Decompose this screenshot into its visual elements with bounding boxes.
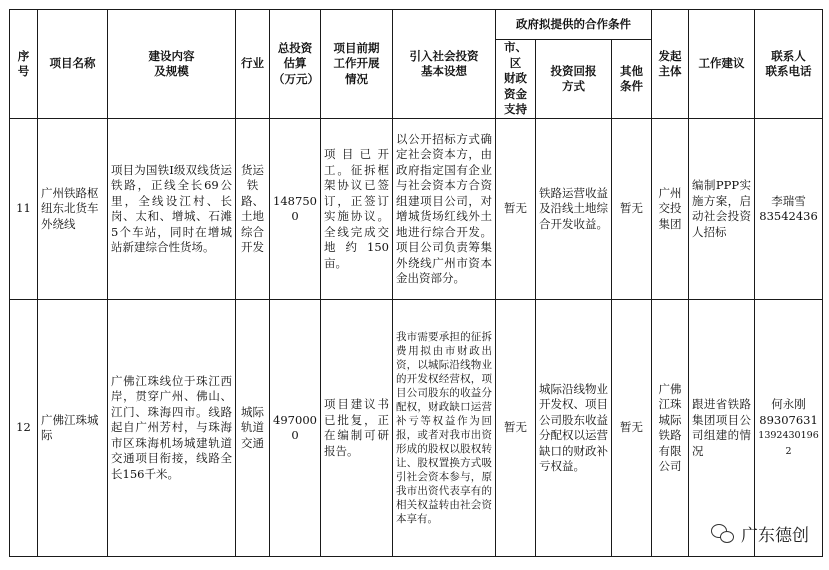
cell-other-conditions: 暂无 (612, 119, 652, 300)
header-sponsor: 发起 主体 (652, 10, 689, 119)
cell-seq: 12 (10, 300, 38, 557)
cell-investment: 1487500 (270, 119, 321, 300)
table-row (10, 300, 823, 557)
header-content: 建设内容 及规模 (108, 10, 236, 119)
cell-sponsor: 广州交投集团 (652, 119, 689, 300)
cell-industry: 货运铁路、土地综合开发 (236, 119, 270, 300)
table-row (10, 119, 823, 300)
project-table (9, 9, 823, 557)
cell-name: 广佛江珠城际 (38, 300, 108, 557)
cell-gov-fund: 暂无 (496, 119, 536, 300)
cell-sponsor: 广佛江珠城际铁路有限公司 (652, 300, 689, 557)
cell-work-advice: 跟进省铁路集团项目公司组建的情况 (689, 300, 755, 557)
header-name: 项目名称 (38, 10, 108, 119)
cell-industry: 城际轨道交通 (236, 300, 270, 557)
contact-phone: 89307631 (759, 412, 818, 427)
header-industry: 行业 (236, 10, 270, 119)
header-work-advice: 工作建议 (689, 10, 755, 119)
header-gov-fund: 市、区 财政 资金 支持 (496, 40, 536, 119)
header-seq: 序号 (10, 10, 38, 119)
cell-capital-plan: 我市需要承担的征拆费用拟由市财政出资，以城际沿线物业的开发权经营权，项目公司股东的收益分配权，财政缺口运营补亏等权益作为回报，或者对我市出资形成的股权以股权转让、股权置换方式吸引社会资本参与，原我市出资代表享有的相关权益转由社会资本享有。 (393, 300, 496, 557)
wechat-icon (711, 524, 735, 544)
cell-content: 项目为国铁Ⅰ级双线货运铁路，正线全长69公里，全线设江村、长岗、太和、增城、石滩5个车站，同时在增城站新建综合性货场。 (108, 119, 236, 300)
header-gov-conditions: 政府拟提供的合作条件 (496, 10, 652, 40)
header-return-mode: 投资回报 方式 (536, 40, 612, 119)
cell-content: 广佛江珠线位于珠江西岸，贯穿广州、佛山、江门、珠海四市。线路起自广州芳村，与珠海市区珠海机场城建轨道交通项目衔接，线路全长156千米。 (108, 300, 236, 557)
header-other-conditions: 其他 条件 (612, 40, 652, 119)
header-capital-plan: 引入社会投资 基本设想 (393, 10, 496, 119)
cell-other-conditions: 暂无 (612, 300, 652, 557)
cell-contact (755, 119, 823, 300)
cell-return-mode: 城际沿线物业开发权、项目公司股东收益分配权以运营缺口的财政补亏权益。 (536, 300, 612, 557)
contact-name: 李瑞雪 (771, 193, 806, 208)
cell-preliminary: 项目建议书已批复，正在编制可研报告。 (321, 300, 393, 557)
watermark-text: 广东德创 (741, 526, 809, 546)
cell-name: 广州铁路枢纽东北货车外绕线 (38, 119, 108, 300)
cell-gov-fund: 暂无 (496, 300, 536, 557)
cell-investment: 4970000 (270, 300, 321, 557)
cell-return-mode: 铁路运营收益及沿线土地综合开发收益。 (536, 119, 612, 300)
watermark (711, 521, 809, 546)
contact-phone: 83542436 (759, 209, 818, 223)
contact-name: 何永刚 (771, 397, 806, 411)
cell-work-advice: 编制PPP实施方案，启动社会投资人招标 (689, 119, 755, 300)
header-contact: 联系人 联系电话 (755, 10, 823, 119)
header-investment: 总投资 估算 （万元） (270, 10, 321, 119)
cell-capital-plan: 以公开招标方式确定社会资本方，由政府指定国有企业与社会资本方合资组建项目公司，对增城货场红线外土地进行综合开发。项目公司负责筹集外绕线广州市资本金出资部分。 (393, 119, 496, 300)
header-preliminary: 项目前期 工作开展 情况 (321, 10, 393, 119)
contact-phone-2: 13924301962 (758, 430, 819, 457)
cell-preliminary: 项目已开工。征拆框架协议已签订，正签订实施协议。全线完成交地约150亩。 (321, 119, 393, 300)
cell-seq: 11 (10, 119, 38, 300)
cell-contact (755, 300, 823, 557)
